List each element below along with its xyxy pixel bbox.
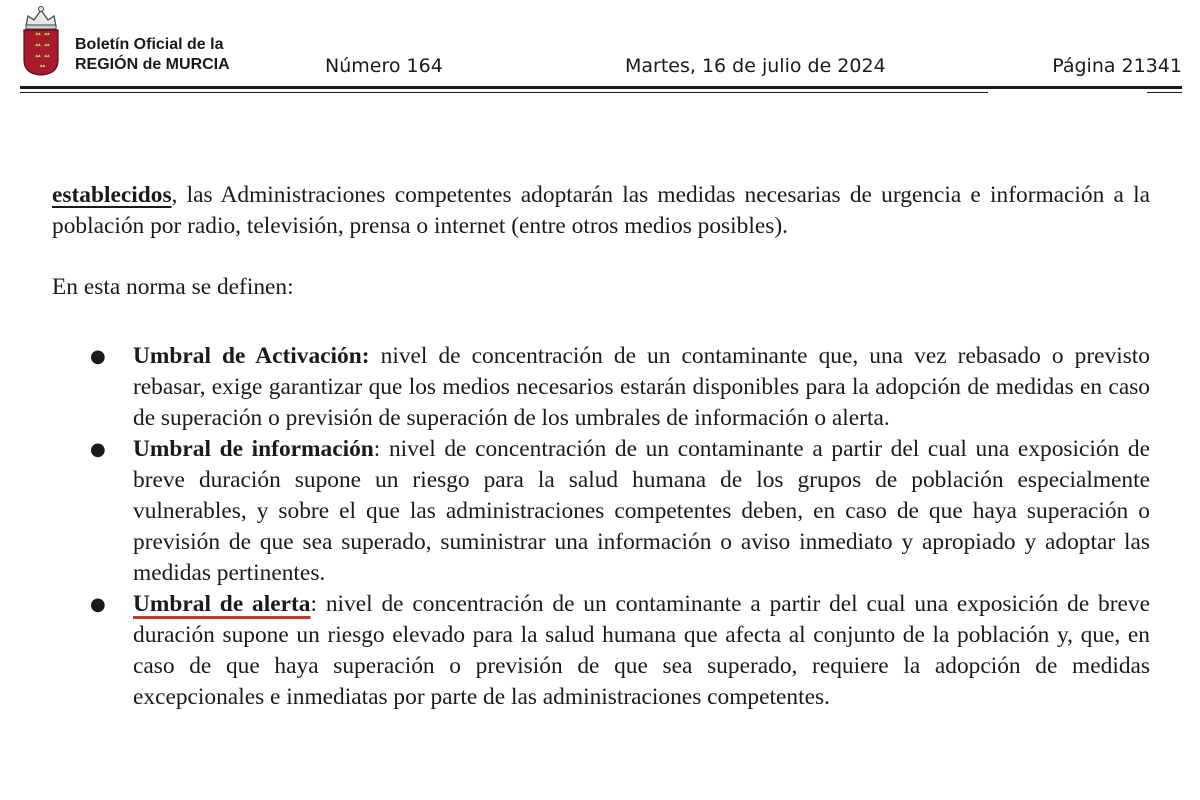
- journal-title-line2: REGIÓN de MURCIA: [75, 56, 230, 73]
- page-number: Página 21341: [1052, 55, 1182, 77]
- intro-paragraph: [52, 180, 1150, 242]
- definition-item-informacion: [52, 434, 1150, 589]
- intro-text: , las Administraciones competentes adoptarán las medidas necesarias de urgencia e información a la población por radio, televisión, prensa o internet (entre otros medios posibles).: [52, 182, 1150, 239]
- definition-item-activacion: [52, 341, 1150, 434]
- journal-title-line1: Boletín Oficial de la: [75, 36, 224, 53]
- document-body: [52, 180, 1150, 713]
- definitions-intro: En esta norma se definen:: [52, 274, 294, 300]
- definition-text: : nivel de concentración de un contaminante a partir del cual una exposición de breve duración supone un riesgo para la salud humana de los grupos de población especialmente vulnerables, y sobre el que las administraciones competentes deben, en caso de que haya superación o previsión de que sea superado, suministrar una información o aviso inmediato y apropiado y adoptar las medidas pertinentes.: [133, 436, 1151, 586]
- definition-text: : nivel de concentración de un contaminante a partir del cual una exposición de breve duración supone un riesgo elevado para la salud humana que afecta al conjunto de la población y, que, en caso de que haya superación o previsión de que sea superado, requiere la adopción de medidas excepcionales e inmediatas por parte de las administraciones competentes.: [133, 591, 1150, 710]
- bullet-icon: ●: [90, 594, 106, 615]
- definitions-list: [52, 341, 1150, 713]
- definition-text: nivel de concentración de un contaminante que, una vez rebasado o previsto rebasar, exige garantizar que los medios necesarios estarán disponibles para la adopción de medidas en caso de superación o previsión de superación de los umbrales de información o alerta.: [133, 343, 1150, 431]
- definition-term: Umbral de información: [133, 436, 374, 462]
- header-rule-thin-end: [1147, 92, 1182, 93]
- issue-date: Martes, 16 de julio de 2024: [625, 55, 886, 77]
- definition-term-highlighted: Umbral de alerta: [133, 591, 311, 617]
- header-rule-thick: [20, 86, 1182, 89]
- definition-term: Umbral de Activación:: [133, 343, 370, 369]
- underlined-word: establecidos: [52, 182, 172, 208]
- murcia-coat-of-arms-icon: [20, 4, 62, 76]
- bulletin-header: [0, 0, 1200, 100]
- issue-number: Número 164: [325, 55, 443, 77]
- header-rule-thin: [20, 92, 988, 93]
- journal-title: [75, 35, 230, 75]
- bullet-icon: ●: [90, 439, 106, 460]
- bullet-icon: ●: [90, 346, 106, 367]
- definition-item-alerta: [52, 589, 1150, 713]
